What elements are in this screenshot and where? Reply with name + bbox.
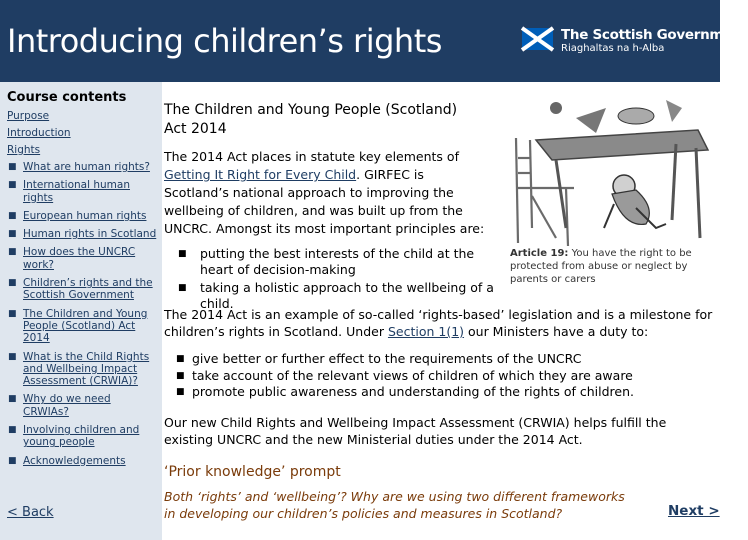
sidebar-item[interactable]: ■ Acknowledgements [8, 454, 126, 467]
bullet-icon: ■ [8, 425, 17, 436]
section-link[interactable]: Section 1(1) [387, 324, 465, 339]
sidebar-link-introduction[interactable]: Introduction [7, 127, 71, 139]
bullet-icon: ■ [178, 249, 187, 259]
sidebar-link-rights[interactable]: Rights [7, 144, 41, 156]
prompt-question: Both ‘rights’ and ‘wellbeing’? Why are we using two different frameworks in developing our children’s policies and measures in Scotland? [164, 489, 625, 521]
sidebar-item[interactable]: ■ International human rights [8, 179, 130, 204]
logo-sub-text: Riaghaltas na h-Alba [561, 43, 665, 54]
bullet-icon: ■ [8, 394, 17, 405]
sidebar-item[interactable]: ■ Involving children and young people [8, 424, 140, 449]
list-item: ■ give better or further effect to the requirements of the UNCRC [176, 351, 582, 366]
sidebar-item[interactable]: ■ What are human rights? [8, 161, 150, 173]
act-paragraph: The 2014 Act is an example of so-called ‘rights-based’ legislation and is a milestone for children’s rights in Scotland. Under Section 1(1) our Ministers have a duty to: [164, 307, 713, 339]
sidebar-item[interactable]: ■ The Children and Young People (Scotland) Act 2014 [8, 307, 148, 345]
bullet-icon: ■ [176, 370, 185, 381]
bullet-icon: ■ [178, 283, 187, 293]
duties-list [164, 351, 716, 401]
next-button[interactable]: Next > [668, 503, 720, 519]
bullet-icon: ■ [8, 210, 17, 221]
sidebar-item[interactable]: ■ How does the UNCRC work? [8, 246, 136, 271]
bullet-icon: ■ [176, 354, 185, 364]
bullet-icon: ■ [8, 308, 17, 319]
bullet-icon: ■ [8, 180, 17, 191]
course-contents-heading: Course contents [7, 90, 127, 105]
list-item: ■ taking a holistic approach to the wellbeing of a child. [178, 280, 494, 311]
article-caption: Article 19: You have the right to be protected from abuse or neglect by parents or carers [510, 248, 692, 285]
bullet-icon: ■ [8, 247, 17, 258]
sidebar-item[interactable]: ■ Human rights in Scotland [8, 228, 157, 241]
sidebar-link-purpose[interactable]: Purpose [7, 110, 50, 122]
sidebar-item[interactable]: ■ What is the Child Rights and Wellbeing Impact Assessment (CRWIA)? [8, 350, 150, 388]
header-bar [0, 0, 748, 82]
child-under-table-illustration [496, 78, 718, 252]
course-sidebar [0, 82, 162, 540]
bullet-icon: ■ [8, 229, 17, 240]
bullet-icon: ■ [8, 455, 17, 466]
scottish-government-logo [522, 28, 748, 55]
sidebar-item[interactable]: ■ Children’s rights and the Scottish Government [8, 277, 153, 302]
logo-main-text: The Scottish Government [561, 27, 748, 43]
sidebar-rights-list [7, 161, 159, 473]
sidebar-item[interactable]: ■ European human rights [8, 209, 147, 222]
page-title: Introducing children’s rights [7, 22, 442, 60]
girfec-link[interactable]: Getting It Right for Every Child [164, 167, 357, 182]
sidebar-item[interactable]: ■ Why do we need CRWIAs? [8, 393, 111, 418]
bullet-icon: ■ [8, 162, 17, 172]
bullet-icon: ■ [176, 387, 185, 397]
crwia-paragraph: Our new Child Rights and Wellbeing Impact Assessment (CRWIA) helps fulfill the existing UNCRC and the new Ministerial duties under the 2014 Act. [164, 415, 667, 447]
back-button[interactable]: < Back [7, 505, 54, 520]
bullet-icon: ■ [8, 351, 17, 362]
list-item: ■ putting the best interests of the child at the heart of decision-making [178, 246, 475, 277]
list-item: ■ promote public awareness and understanding of the rights of children. [176, 384, 634, 399]
principles-list [164, 246, 500, 314]
intro-paragraph: The 2014 Act places in statute key elements of Getting It Right for Every Child. GIRFEC is Scotland’s national approach to improving the wellbeing of children, and was built up from the UNCRC. Amongst its most important principles are: [164, 149, 485, 236]
list-item: ■ take account of the relevant views of children of which they are aware [176, 367, 633, 383]
saltire-flag-icon [522, 28, 553, 50]
section-heading: The Children and Young People (Scotland) Act 2014 [164, 102, 458, 137]
bullet-icon: ■ [8, 278, 17, 289]
prompt-heading: ‘Prior knowledge’ prompt [164, 464, 341, 480]
